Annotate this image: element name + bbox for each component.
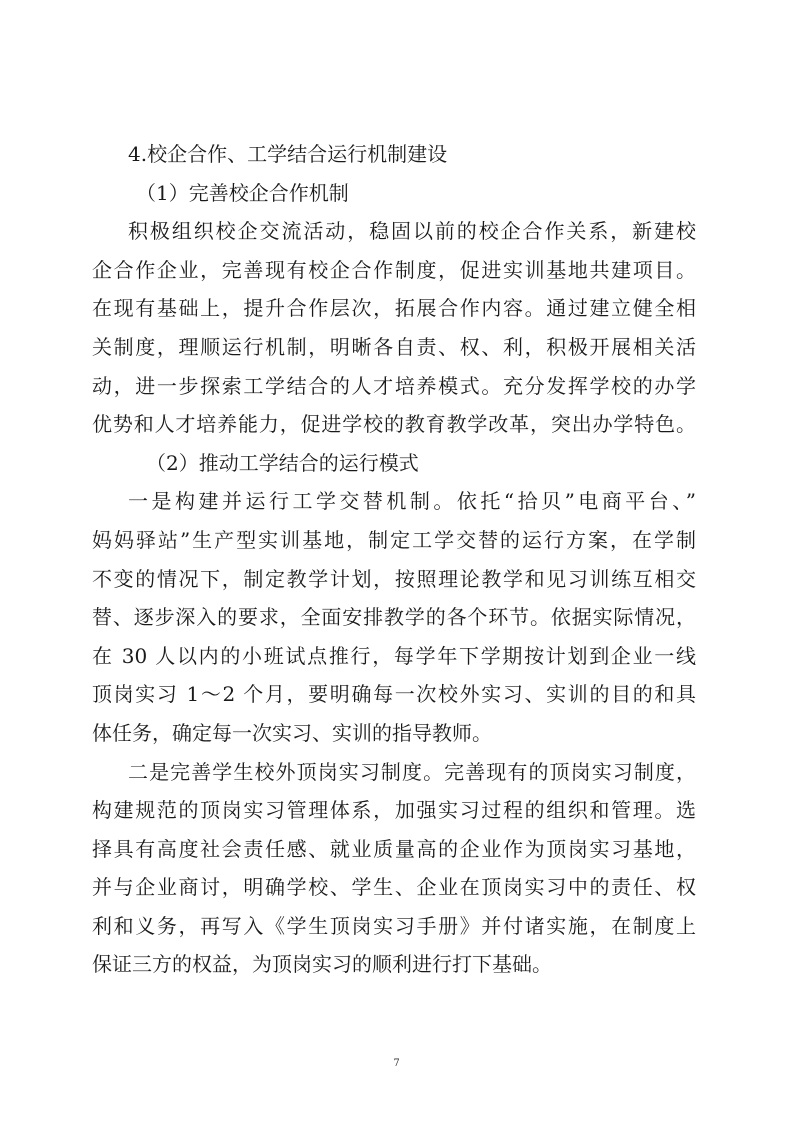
text-line: 一是构建并运行工学交替机制。依托“拾贝”电商平台、” xyxy=(128,489,696,514)
text-line: 不变的情况下，制定教学计划，按照理论教学和见习训练互相交 xyxy=(92,566,696,591)
text-line: 妈妈驿站”生产型实训基地，制定工学交替的运行方案，在学制 xyxy=(92,527,696,552)
text-line: 关制度，理顺运行机制，明晰各自责、权、利，积极开展相关活 xyxy=(92,334,696,359)
text-line: 体任务，确定每一次实习、实训的指导教师。 xyxy=(92,720,492,745)
text-line: 顶岗实习 1～2 个月，要明确每一次校外实习、实训的目的和具 xyxy=(92,682,696,707)
text-line: 替、逐步深入的要求，全面安排教学的各个环节。依据实际情况， xyxy=(92,605,696,630)
text-line: 动，进一步探索工学结合的人才培养模式。充分发挥学校的办学 xyxy=(92,373,696,398)
text-line: 在 30 人以内的小班试点推行，每学年下学期按计划到企业一线 xyxy=(92,643,696,668)
text-line: 优势和人才培养能力，促进学校的教育教学改革，突出办学特色。 xyxy=(92,412,696,437)
page-number: 7 xyxy=(393,1058,400,1069)
body-text xyxy=(92,135,696,984)
text-line: 择具有高度社会责任感、就业质量高的企业作为顶岗实习基地， xyxy=(92,836,696,861)
text-line: 保证三方的权益，为顶岗实习的顺利进行打下基础。 xyxy=(92,952,552,977)
text-line: 二是完善学生校外顶岗实习制度。完善现有的顶岗实习制度， xyxy=(128,759,696,784)
text-line: （2）推动工学结合的运行模式 xyxy=(146,450,419,475)
text-line: 积极组织校企交流活动，稳固以前的校企合作关系，新建校 xyxy=(128,219,696,244)
text-line: 企合作企业，完善现有校企合作制度，促进实训基地共建项目。 xyxy=(92,257,696,282)
text-line: 构建规范的顶岗实习管理体系，加强实习过程的组织和管理。选 xyxy=(92,798,696,823)
text-line: 在现有基础上，提升合作层次，拓展合作内容。通过建立健全相 xyxy=(92,296,696,321)
text-line: 4.校企合作、工学结合运行机制建设 xyxy=(128,142,448,166)
text-line: （1）完善校企合作机制 xyxy=(136,180,349,205)
text-line: 并与企业商讨，明确学校、学生、企业在顶岗实习中的责任、权 xyxy=(92,875,696,900)
text-line: 利和义务，再写入《学生顶岗实习手册》并付诸实施，在制度上 xyxy=(92,913,696,938)
